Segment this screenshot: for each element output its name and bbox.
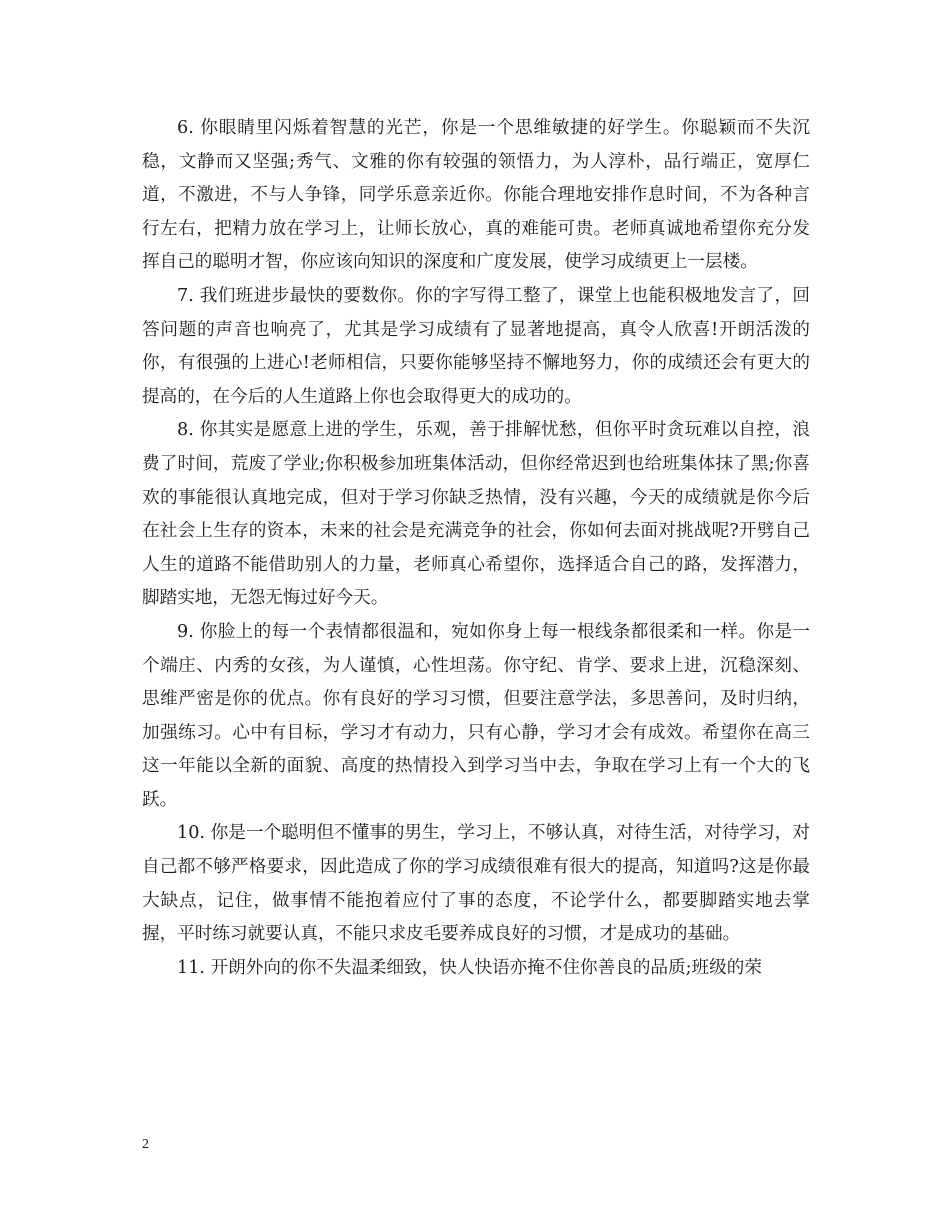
paragraph-8: 8. 你其实是愿意上进的学生，乐观，善于排解忧愁，但你平时贪玩难以自控，浪费了时间，荒废了学业;你积极参加班集体活动，但你经常迟到也给班集体抹了黑;你喜欢的事能很认真地完成，但对于学习你缺乏热情，没有兴趣，今天的成绩就是你今后在社会上生存的资本，未来的社会是充满竞争的社会，你如何去面对挑战呢?开劈自己人生的道路不能借助别人的力量，老师真心希望你，选择适合自己的路，发挥潜力，脚踏实地，无怨无悔过好今天。: [142, 420, 810, 609]
paragraph-9: 9. 你脸上的每一个表情都很温和，宛如你身上每一根线条都很柔和一样。你是一个端庄、内秀的女孩，为人谨慎，心性坦荡。你守纪、肯学、要求上进，沉稳深刻、思维严密是你的优点。你有良好的学习习惯，但要注意学法，多思善问，及时归纳，加强练习。心中有目标，学习才有动力，只有心静，学习才会有成效。希望你在高三这一年能以全新的面貌、高度的热情投入到学习当中去，争取在学习上有一个大的飞跃。: [142, 621, 810, 810]
paragraph-10: 10. 你是一个聪明但不懂事的男生，学习上，不够认真，对待生活，对待学习，对自己都不够严格要求，因此造成了你的学习成绩很难有很大的提高，知道吗?这是你最大缺点，记住，做事情不能抱着应付了事的态度，不论学什么，都要脚踏实地去掌握，平时练习就要认真，不能只求皮毛要养成良好的习惯，才是成功的基础。: [142, 823, 810, 945]
page-number: 2: [142, 1137, 149, 1152]
document-body: [142, 112, 810, 985]
paragraph-7: 7. 我们班进步最快的要数你。你的字写得工整了，课堂上也能积极地发言了，回答问题的声音也响亮了，尤其是学习成绩有了显著地提高，真令人欣喜!开朗活泼的你，有很强的上进心!老师相信，只要你能够坚持不懈地努力，你的成绩还会有更大的提高的，在今后的人生道路上你也会取得更大的成功的。: [142, 285, 810, 407]
paragraph-11: 11. 开朗外向的你不失温柔细致，快人快语亦掩不住你善良的品质;班级的荣: [177, 957, 762, 978]
paragraph-6: 6. 你眼睛里闪烁着智慧的光芒，你是一个思维敏捷的好学生。你聪颖而不失沉稳，文静而又坚强;秀气、文雅的你有较强的领悟力，为人淳朴，品行端正，宽厚仁道，不激进，不与人争锋，同学乐意亲近你。你能合理地安排作息时间，不为各种言行左右，把精力放在学习上，让师长放心，真的难能可贵。老师真诚地希望你充分发挥自己的聪明才智，你应该向知识的深度和广度发展，使学习成绩更上一层楼。: [142, 118, 810, 273]
